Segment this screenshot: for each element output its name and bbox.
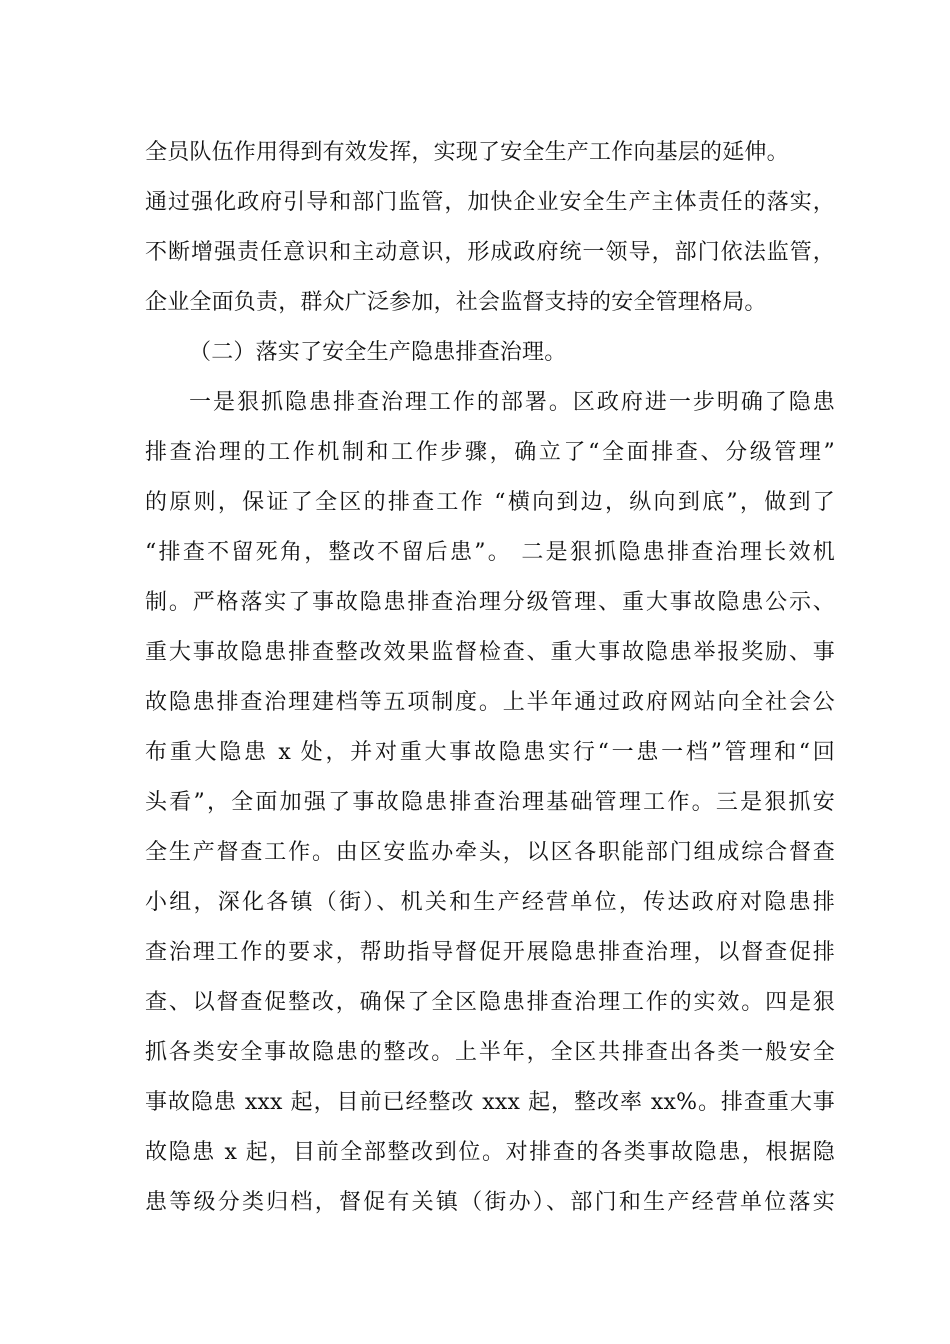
document-body bbox=[145, 128, 835, 1228]
paragraph-line: 全生产督查工作。由区安监办牵头，以区各职能部门组成综合督查 bbox=[145, 840, 835, 865]
paragraph-line: 一是狠抓隐患排查治理工作的部署。区政府进一步明确了隐患 bbox=[189, 390, 835, 415]
paragraph-line: 故隐患排查治理建档等五项制度。上半年通过政府网站向全社会公 bbox=[145, 690, 835, 715]
paragraph-line: “排查不留死角，整改不留后患”。 二是狠抓隐患排查治理长效机 bbox=[145, 540, 835, 565]
paragraph-line: 患等级分类归档，督促有关镇（街办）、部门和生产经营单位落实 bbox=[145, 1190, 835, 1215]
paragraph-line: 查治理工作的要求，帮助指导督促开展隐患排查治理，以督查促排 bbox=[145, 940, 835, 965]
paragraph-line: 的原则，保证了全区的排查工作 “横向到边，纵向到底”，做到了 bbox=[145, 490, 835, 515]
paragraph-line: 重大事故隐患排查整改效果监督检查、重大事故隐患举报奖励、事 bbox=[145, 640, 835, 665]
paragraph-line: 制。严格落实了事故隐患排查治理分级管理、重大事故隐患公示、 bbox=[145, 590, 835, 615]
paragraph-line: 抓各类安全事故隐患的整改。上半年，全区共排查出各类一般安全 bbox=[145, 1040, 835, 1065]
paragraph-line: 不断增强责任意识和主动意识，形成政府统一领导，部门依法监管， bbox=[145, 240, 835, 265]
paragraph-line: 企业全面负责，群众广泛参加，社会监督支持的安全管理格局。 bbox=[145, 290, 767, 315]
paragraph-line: 全员队伍作用得到有效发挥，实现了安全生产工作向基层的延伸。 bbox=[145, 140, 789, 165]
paragraph-line: 小组，深化各镇（街）、机关和生产经营单位，传达政府对隐患排 bbox=[145, 890, 835, 915]
paragraph-line: 事故隐患 xxx 起，目前已经整改 xxx 起，整改率 xx%。排查重大事 bbox=[145, 1090, 835, 1115]
paragraph-line: 故隐患 x 起，目前全部整改到位。对排查的各类事故隐患，根据隐 bbox=[145, 1140, 835, 1165]
paragraph-line: 查、以督查促整改，确保了全区隐患排查治理工作的实效。四是狠 bbox=[145, 990, 835, 1015]
paragraph-line: 布重大隐患 x 处，并对重大事故隐患实行“一患一档”管理和“回 bbox=[145, 740, 835, 765]
paragraph-line: 通过强化政府引导和部门监管，加快企业安全生产主体责任的落实， bbox=[145, 190, 835, 215]
paragraph-line: 排查治理的工作机制和工作步骤，确立了“全面排查、分级管理” bbox=[145, 440, 835, 465]
section-heading: （二）落实了安全生产隐患排查治理。 bbox=[189, 340, 567, 365]
paragraph-line: 头看”，全面加强了事故隐患排查治理基础管理工作。三是狠抓安 bbox=[145, 790, 835, 815]
